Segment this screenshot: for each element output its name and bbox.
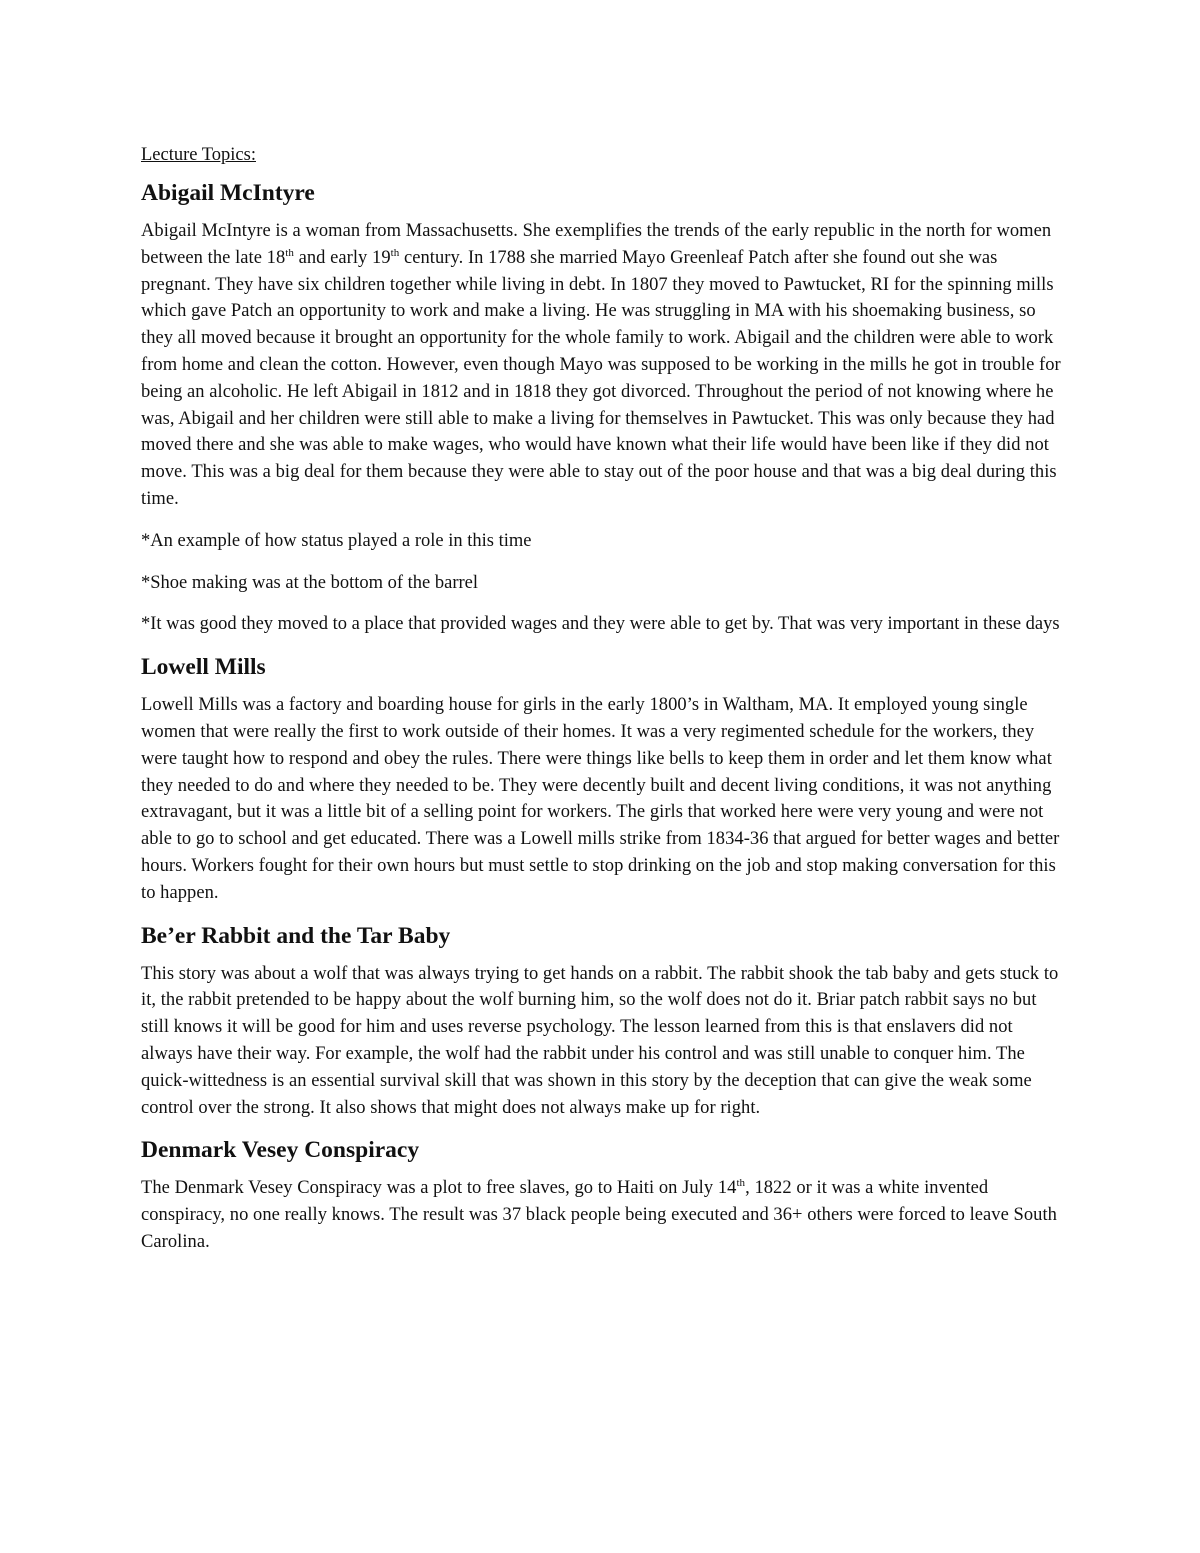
section-abigail-mcintyre (141, 179, 1066, 638)
document-page (141, 143, 1066, 1271)
section-body: Abigail McIntyre is a woman from Massachusetts. She exemplifies the trends of the early republic in the north for women between the late 18th and early 19th century. In 1788 she married Mayo Greenleaf Patch after she found out she was pregnant. They have six children together while living in debt. In 1807 they moved to Pawtucket, RI for the spinning mills which gave Patch an opportunity to work and make a living. He was struggling in MA with his shoemaking business, so they all moved because it brought an opportunity for the whole family to work. Abigail and the children were able to work from home and clean the cotton. However, even though Mayo was supposed to be working in the mills he got in trouble for being an alcoholic. He left Abigail in 1812 and in 1818 they got divorced. Throughout the period of not knowing where he was, Abigail and her children were still able to make a living for themselves in Pawtucket. This was only because they had moved there and she was able to make wages, who would have known what their life would have been like if they did not move. This was a big deal for them because they were able to stay out of the poor house and that was a big deal during this time. (141, 221, 1061, 509)
note-item: *Shoe making was at the bottom of the barrel (141, 572, 479, 593)
section-denmark-vesey (141, 1136, 1066, 1255)
section-body: Lowell Mills was a factory and boarding house for girls in the early 1800’s in Waltham, MA. It employed young single women that were really the first to work outside of their homes. It was a very regimented schedule for the workers, they were taught how to respond and obey the rules. There were things like bells to keep them in order and let them know what they needed to do and where they needed to be. They were decently built and decent living conditions, it was not anything extravagant, but it was a little bit of a selling point for workers. The girls that worked here were very young and were not able to go to school and get educated. There was a Lowell mills strike from 1834-36 that argued for better wages and better hours. Workers fought for their own hours but must settle to stop drinking on the job and stop making conversation for this to happen. (141, 695, 1060, 903)
section-heading: Abigail McIntyre (141, 180, 315, 206)
section-body: The Denmark Vesey Conspiracy was a plot to free slaves, go to Haiti on July 14th, 1822 or it was a white invented conspiracy, no one really knows. The result was 37 black people being executed and 36+ others were forced to leave South Carolina. (141, 1177, 1057, 1252)
lecture-topics-label: Lecture Topics: (141, 145, 256, 165)
section-beer-rabbit (141, 922, 1066, 1122)
section-lowell-mills (141, 653, 1066, 906)
section-body: This story was about a wolf that was always trying to get hands on a rabbit. The rabbit shook the tab baby and gets stuck to it, the rabbit pretended to be happy about the wolf burning him, so the wolf does not do it. Briar patch rabbit says no but still knows it will be good for him and uses reverse psychology. The lesson learned from this is that enslavers did not always have their way. For example, the wolf had the rabbit under his control and was still unable to conquer him. The quick-wittedness is an essential survival skill that was shown in this story by the deception that can give the weak some control over the strong. It also shows that might does not always make up for right. (141, 963, 1059, 1118)
section-heading: Lowell Mills (141, 654, 266, 681)
section-heading: Be’er Rabbit and the Tar Baby (141, 922, 451, 949)
section-heading: Denmark Vesey Conspiracy (141, 1137, 420, 1164)
note-item: *It was good they moved to a place that provided wages and they were able to get by. That was very important in these days (141, 614, 1060, 635)
note-item: *An example of how status played a role in this time (141, 530, 532, 551)
